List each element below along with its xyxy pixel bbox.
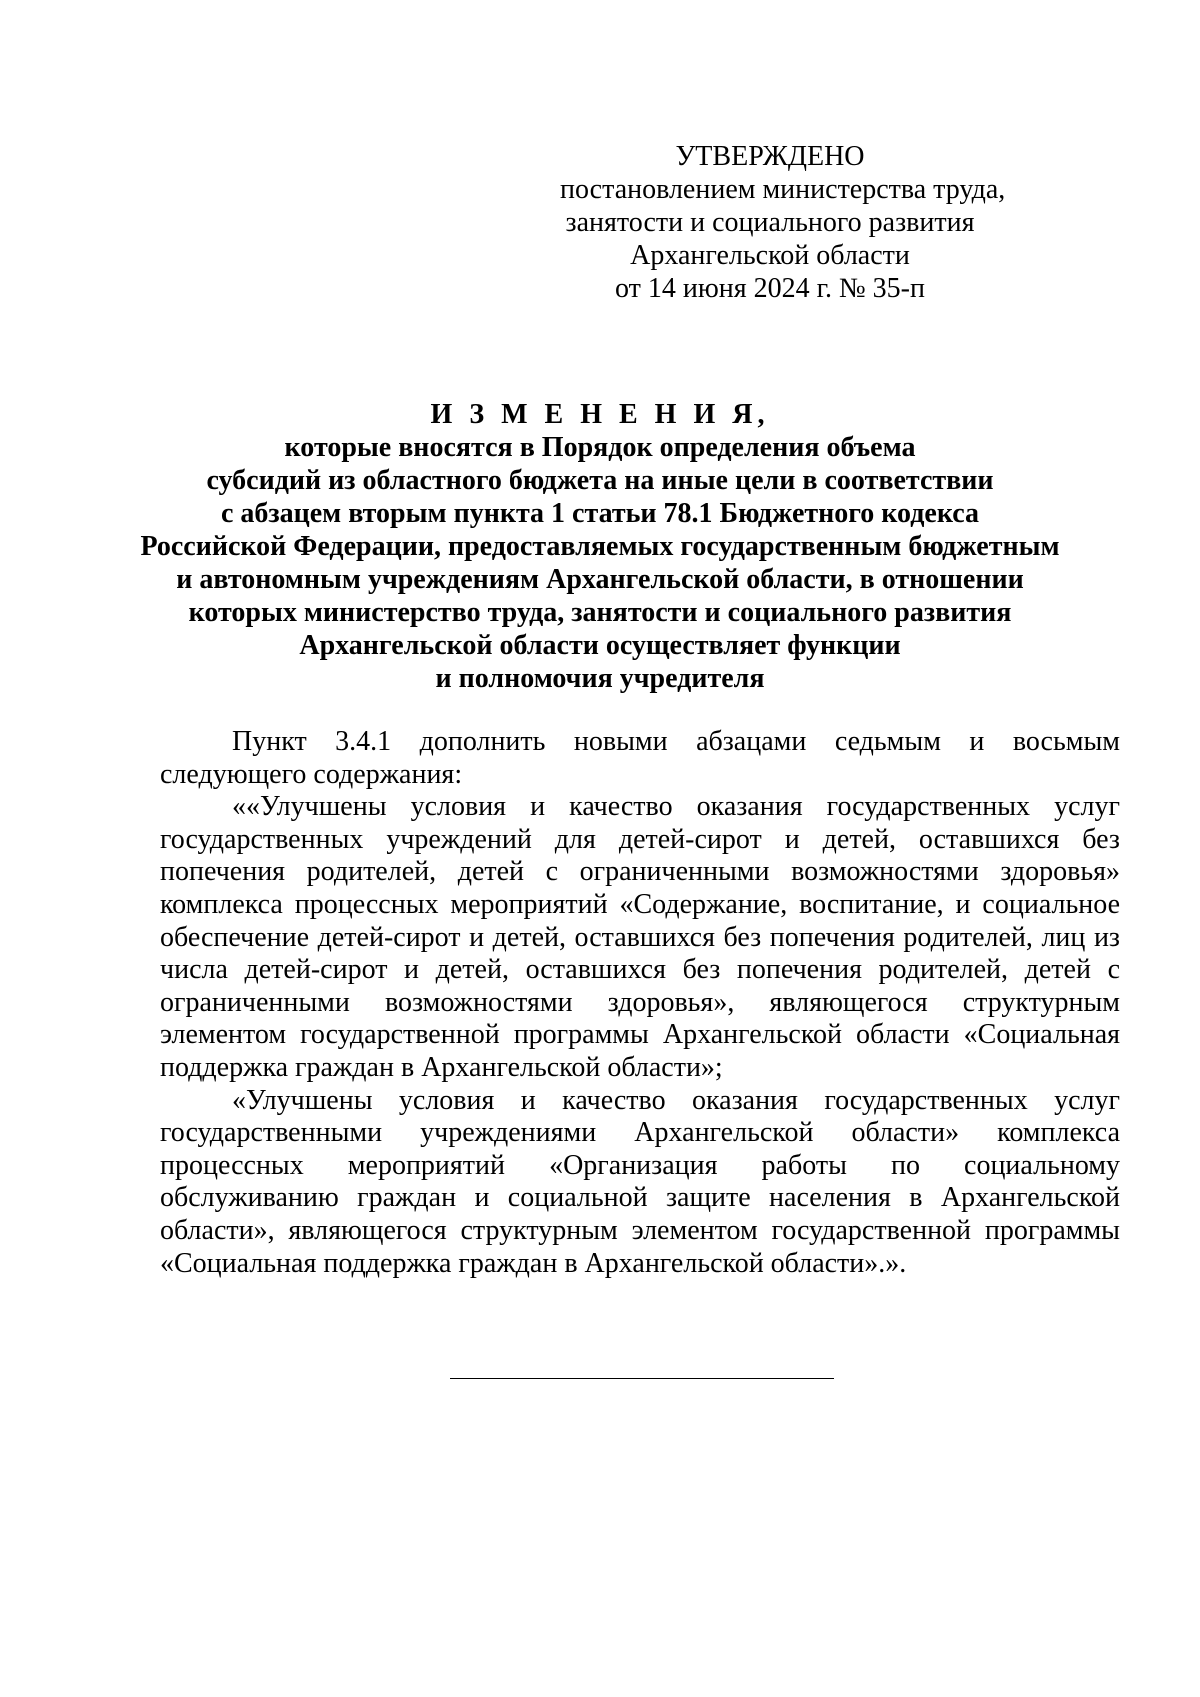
- approval-stamp: [560, 140, 1006, 305]
- subtitle-line: и полномочия учредителя: [435, 663, 765, 694]
- approval-line: Архангельской области: [630, 240, 910, 271]
- approval-line: постановлением министерства труда,: [560, 174, 1006, 205]
- body-paragraph: «Улучшены условия и качество оказания государственных услуг государственными учреждениями Архангельской области» комплекса процессных мероприятий «Организация работы по социальному обслуживанию граждан и социальной защите населения в Архангельской области», являющегося структурным элементом государственной программы «Социальная поддержка граждан в Архангельской области».».: [160, 1084, 1120, 1279]
- subtitle-line: Российской Федерации, предоставляемых государственным бюджетным: [140, 531, 1060, 562]
- document-subtitle: [140, 431, 1060, 695]
- document-body: [160, 726, 1120, 1280]
- approval-line: занятости и социального развития: [565, 207, 975, 238]
- subtitle-line: Архангельской области осуществляет функции: [299, 630, 901, 661]
- body-paragraph: ««Улучшены условия и качество оказания государственных услуг государственных учреждений для детей-сирот и детей, оставшихся без попечения родителей, детей с ограниченными возможностями здоровья» комплекса процессных мероприятий «Содержание, воспитание, и социальное обеспечение детей-сирот и детей, оставшихся без попечения родителей, лиц из числа детей-сирот и детей, оставшихся без попечения родителей, детей с ограниченными возможностями здоровья», являющегося структурным элементом государственной программы Архангельской области «Социальная поддержка граждан в Архангельской области»;: [160, 791, 1120, 1083]
- subtitle-line: и автономным учреждениям Архангельской области, в отношении: [176, 564, 1024, 595]
- subtitle-line: которых министерство труда, занятости и социального развития: [188, 597, 1012, 628]
- body-paragraph: Пункт 3.4.1 дополнить новыми абзацами седьмым и восьмым следующего содержания:: [160, 726, 1120, 790]
- subtitle-line: которые вносятся в Порядок определения объема: [284, 432, 916, 463]
- subtitle-line: субсидий из областного бюджета на иные цели в соответствии: [206, 465, 994, 496]
- approval-heading: УТВЕРЖДЕНО: [675, 141, 865, 172]
- document-title: И З М Е Н Е Н И Я,: [430, 399, 770, 430]
- document-title-block: [140, 398, 1060, 695]
- subtitle-line: с абзацем вторым пункта 1 статьи 78.1 Бюджетного кодекса: [220, 498, 980, 529]
- approval-date-number: от 14 июня 2024 г. № 35-п: [615, 273, 925, 304]
- end-separator-line: [450, 1378, 834, 1379]
